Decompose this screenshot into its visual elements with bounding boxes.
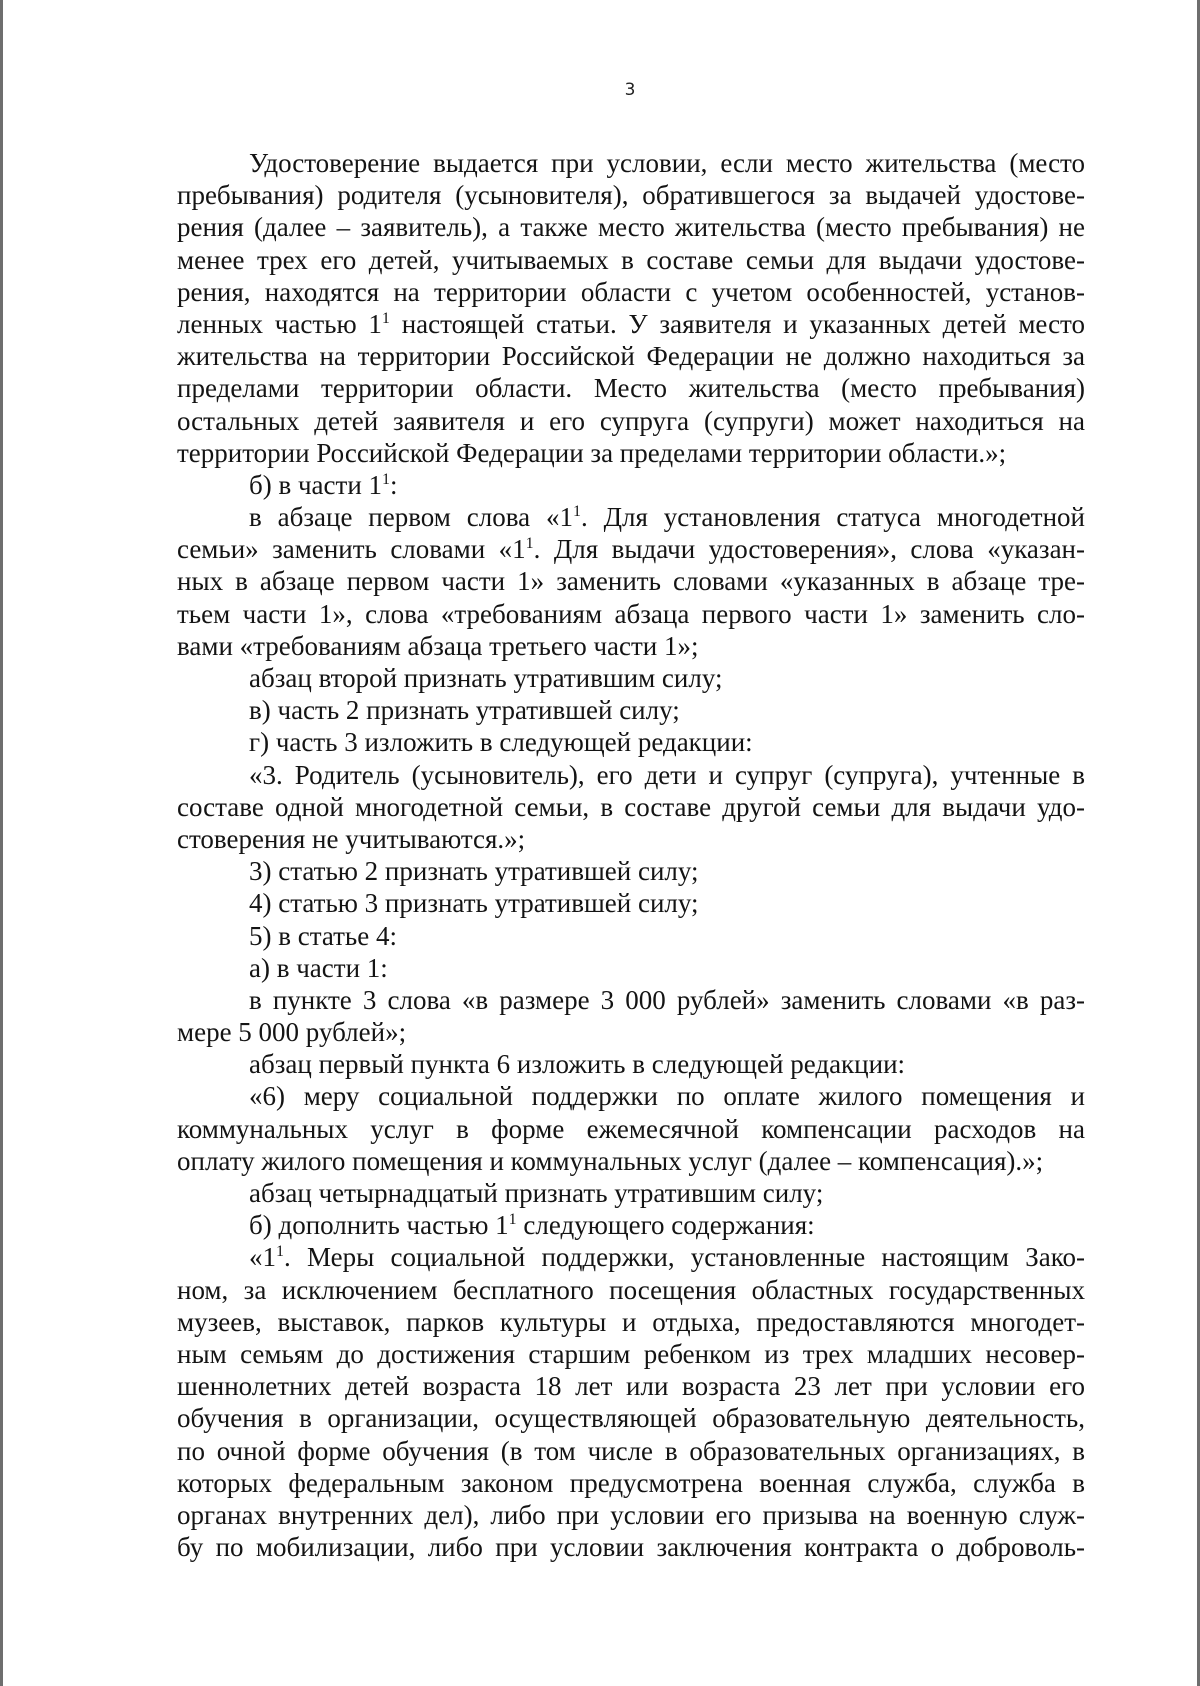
text-line bbox=[177, 1531, 1085, 1563]
text-run: пределами территории области. Место жительства (место пребывания) bbox=[177, 373, 1085, 404]
text-line bbox=[177, 469, 1085, 501]
superscript: 1 bbox=[382, 470, 391, 488]
text-line bbox=[177, 308, 1085, 340]
superscript: 1 bbox=[508, 1211, 517, 1229]
text-line bbox=[177, 1467, 1085, 1499]
text-line bbox=[177, 1499, 1085, 1531]
text-line bbox=[177, 1209, 1085, 1241]
text-run: рения, находятся на территории области с учетом особенностей, установ- bbox=[177, 276, 1085, 307]
text-line bbox=[177, 823, 1085, 855]
text-run: органах внутренних дел), либо при условии его призыва на военную служ- bbox=[177, 1499, 1085, 1530]
text-run: пребывания) родителя (усыновителя), обратившегося за выдачей удостове- bbox=[177, 180, 1085, 211]
text-line bbox=[177, 1113, 1085, 1145]
superscript: 1 bbox=[276, 1243, 284, 1261]
text-run: составе одной многодетной семьи, в составе другой семьи для выдачи удо- bbox=[177, 791, 1085, 822]
text-run: коммунальных услуг в форме ежемесячной компенсации расходов на bbox=[177, 1113, 1085, 1144]
text-run: ным семьям до достижения старшим ребенком из трех младших несовер- bbox=[177, 1338, 1085, 1369]
text-line bbox=[177, 244, 1085, 276]
text-run: ных в абзаце первом части 1» заменить словами «указанных в абзаце тре- bbox=[177, 566, 1085, 597]
text-line bbox=[177, 694, 1085, 726]
text-run: бу по мобилизации, либо при условии заключения контракта о доброволь- bbox=[177, 1532, 1085, 1563]
text-line bbox=[177, 501, 1085, 533]
text-line bbox=[177, 662, 1085, 694]
text-line bbox=[177, 1048, 1085, 1080]
text-run: настоящей статьи. У заявителя и указанных детей место bbox=[389, 308, 1085, 339]
text-line bbox=[177, 437, 1085, 469]
text-run: абзац четырнадцатый признать утратившим силу; bbox=[249, 1178, 824, 1208]
text-run: «6) меру социальной поддержки по оплате жилого помещения и bbox=[249, 1081, 1085, 1112]
text-run: 3) статью 2 признать утратившей силу; bbox=[249, 856, 699, 887]
text-run: территории Российской Федерации за пределами территории области.»; bbox=[177, 437, 1007, 468]
text-line bbox=[177, 147, 1085, 179]
text-run: б) в части 1 bbox=[249, 469, 383, 500]
text-run: 4) статью 3 признать утратившей силу; bbox=[249, 888, 699, 919]
superscript: 1 bbox=[525, 535, 534, 553]
text-line bbox=[177, 984, 1085, 1016]
text-line bbox=[177, 1338, 1085, 1370]
text-line bbox=[177, 791, 1085, 823]
text-line bbox=[177, 1016, 1085, 1048]
text-line bbox=[177, 1402, 1085, 1434]
text-line bbox=[177, 1370, 1085, 1402]
text-run: рения (далее – заявитель), а также место жительства (место пребывания) не bbox=[177, 212, 1085, 243]
text-run: б) дополнить частью 1 bbox=[249, 1210, 509, 1241]
text-run: музеев, выставок, парков культуры и отдыха, предоставляются многодет- bbox=[177, 1306, 1085, 1337]
text-run: «3. Родитель (усыновитель), его дети и супруг (супруга), учтенные в bbox=[249, 759, 1085, 790]
text-run: оплату жилого помещения и коммунальных услуг (далее – компенсация).»; bbox=[177, 1145, 1044, 1176]
text-run: мере 5 000 рублей»; bbox=[177, 1017, 407, 1048]
text-line bbox=[177, 533, 1085, 565]
text-run: жительства на территории Российской Федерации не должно находиться за bbox=[177, 341, 1085, 372]
text-run: ленных частью 1 bbox=[177, 308, 382, 339]
text-run: : bbox=[390, 469, 398, 500]
text-line bbox=[177, 855, 1085, 887]
text-line bbox=[177, 372, 1085, 404]
text-line bbox=[177, 952, 1085, 984]
text-run: стоверения не учитываются.»; bbox=[177, 823, 526, 854]
text-run: . Для установления статуса многодетной bbox=[580, 502, 1085, 533]
scan-border-left bbox=[0, 0, 3, 1686]
text-line bbox=[177, 630, 1085, 662]
text-run: «1 bbox=[249, 1242, 276, 1273]
text-line bbox=[177, 1080, 1085, 1112]
text-line bbox=[177, 276, 1085, 308]
text-line bbox=[177, 759, 1085, 791]
text-line bbox=[177, 726, 1085, 758]
text-run: в абзаце первом слова «1 bbox=[249, 502, 573, 533]
text-run: абзац второй признать утратившим силу; bbox=[249, 663, 723, 693]
superscript: 1 bbox=[572, 503, 581, 521]
text-line bbox=[177, 1435, 1085, 1467]
text-run: ном, за исключением бесплатного посещения областных государственных bbox=[177, 1274, 1085, 1305]
text-run: тьем части 1», слова «требованиям абзаца первого части 1» заменить сло- bbox=[177, 598, 1085, 629]
text-run: семьи» заменить словами «1 bbox=[177, 534, 526, 565]
text-line bbox=[177, 1145, 1085, 1177]
text-run: которых федеральным законом предусмотрена военная служба, служба в bbox=[177, 1467, 1085, 1498]
text-line bbox=[177, 1241, 1085, 1273]
text-line bbox=[177, 598, 1085, 630]
text-run: шеннолетних детей возраста 18 лет или возраста 23 лет при условии его bbox=[177, 1371, 1085, 1402]
text-line bbox=[177, 405, 1085, 437]
text-run: обучения в организации, осуществляющей образовательную деятельность, bbox=[177, 1403, 1085, 1434]
text-line bbox=[177, 1274, 1085, 1306]
text-line bbox=[177, 211, 1085, 243]
text-run: следующего содержания: bbox=[516, 1210, 815, 1241]
text-run: в) часть 2 признать утратившей силу; bbox=[249, 695, 680, 726]
text-run: абзац первый пункта 6 изложить в следующей редакции: bbox=[249, 1049, 906, 1080]
superscript: 1 bbox=[381, 309, 390, 327]
text-run: а) в части 1: bbox=[249, 952, 388, 983]
text-run: вами «требованиям абзаца третьего части 1»; bbox=[177, 630, 699, 661]
text-run: г) часть 3 изложить в следующей редакции: bbox=[249, 727, 753, 758]
text-line bbox=[177, 1177, 1085, 1209]
text-run: в пункте 3 слова «в размере 3 000 рублей» заменить словами «в раз- bbox=[249, 984, 1085, 1015]
text-line bbox=[177, 179, 1085, 211]
page-number: 3 bbox=[624, 80, 636, 100]
text-run: 5) в статье 4: bbox=[249, 920, 397, 951]
text-run: менее трех его детей, учитываемых в составе семьи для выдачи удостове- bbox=[177, 244, 1085, 275]
document-body bbox=[177, 147, 1085, 1563]
text-run: . Для выдачи удостоверения», слова «указан- bbox=[533, 534, 1085, 565]
text-line bbox=[177, 1306, 1085, 1338]
text-run: остальных детей заявителя и его супруга (супруги) может находиться на bbox=[177, 405, 1085, 436]
text-line bbox=[177, 887, 1085, 919]
text-run: . Меры социальной поддержки, установленные настоящим Зако- bbox=[284, 1242, 1085, 1273]
text-line bbox=[177, 920, 1085, 952]
text-line bbox=[177, 565, 1085, 597]
text-run: по очной форме обучения (в том числе в образовательных организациях, в bbox=[177, 1435, 1085, 1466]
text-line bbox=[177, 340, 1085, 372]
text-run: Удостоверение выдается при условии, если место жительства (место bbox=[249, 148, 1085, 178]
